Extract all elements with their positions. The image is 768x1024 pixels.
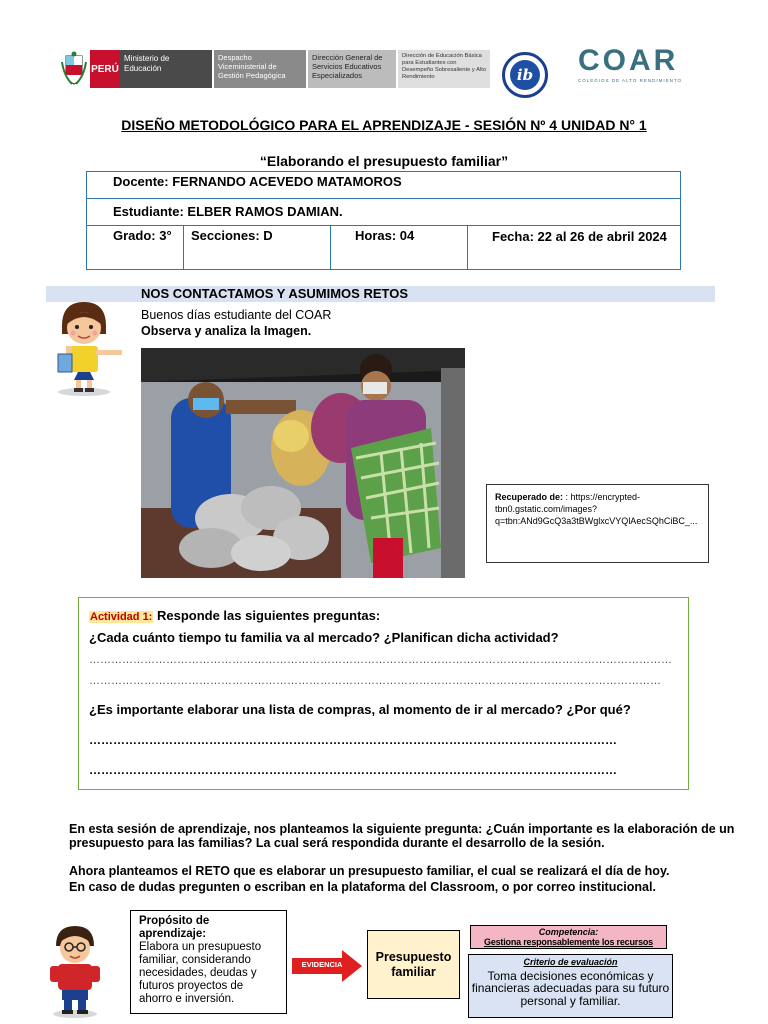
activity-tag: Actividad 1:: [90, 611, 153, 623]
criterio-text: Toma decisiones económicas y financieras adecuadas para su futuro personal y familiar.: [471, 968, 670, 1008]
table-divider: [467, 226, 468, 269]
info-row-docente: [87, 172, 680, 199]
activity-box: [78, 597, 689, 790]
session-question-paragraph: En esta sesión de aprendizaje, nos planteamos la siguiente pregunta: ¿Cuán importante es la elaboración de un presupuesto para las familias? La cual será respondida durante el desarrollo de la sesión.: [69, 822, 735, 850]
question-2: ¿Es importante elaborar una lista de compras, al momento de ir al mercado? ¿Por qué?: [89, 702, 631, 717]
ib-logo-text: ib: [510, 60, 540, 90]
purpose-label: Propósito de aprendizaje:: [139, 915, 210, 940]
credit-url: : https://encrypted-tbn0.gstatic.com/images?q=tbn:ANd9GcQ3a3tBWglxcVYQlAecSQhCiBC_...: [495, 492, 698, 526]
coar-logo-subtitle: COLEGIOS DE ALTO RENDIMIENTO: [578, 78, 683, 83]
answer-line-3[interactable]: ……………………………………………………………………………………………………………………: [89, 733, 617, 747]
coar-logo: [578, 44, 703, 83]
table-divider: [183, 226, 184, 269]
credit-label: Recuperado de:: [495, 492, 564, 502]
coar-logo-word: COAR: [578, 44, 679, 77]
activity-heading: [89, 608, 380, 623]
session-subtitle: “Elaborando el presupuesto familiar”: [259, 153, 509, 169]
girl-student-illustration: [48, 300, 130, 398]
direccion-educacion-label: Dirección de Educación Básica para Estudiantes con Desempeño Sobresaliente y Alto Rendimiento: [398, 50, 490, 88]
docente-cell: Docente: FERNANDO ACEVEDO MATAMOROS: [113, 174, 402, 189]
evidence-tag: EVIDENCIA: [301, 960, 343, 969]
info-row-estudiante: [87, 199, 680, 226]
boy-student-illustration: [44, 924, 106, 1018]
section-title: NOS CONTACTAMOS Y ASUMIMOS RETOS: [141, 286, 409, 301]
horas-cell: Horas: 04: [355, 228, 415, 243]
fecha-cell: Fecha: 22 al 26 de abril 2024: [492, 229, 667, 244]
competencia-box: [470, 925, 667, 949]
answer-line-2[interactable]: …………………………………………………………………………………………………………………………………………: [89, 675, 661, 687]
peru-shield-icon: [60, 50, 88, 88]
answer-line-4[interactable]: ……………………………………………………………………………………………………………………: [89, 763, 617, 777]
secciones-cell: Secciones: D: [191, 228, 273, 243]
ib-logo: [502, 52, 548, 98]
answer-line-1[interactable]: ……………………………………………………………………………………………………………………………………………: [89, 654, 672, 666]
activity-heading-text: Responde las siguientes preguntas:: [153, 608, 381, 623]
criterio-box: [468, 954, 673, 1018]
question-1: ¿Cada cuánto tiempo tu familia va al mercado? ¿Planifican dicha actividad?: [89, 630, 559, 645]
info-table: [86, 171, 681, 270]
ministerio-label: Ministerio de Educación: [120, 50, 212, 88]
market-photo: [141, 348, 465, 578]
greeting-text: Buenos días estudiante del COAR: [141, 308, 332, 322]
grado-cell: Grado: 3°: [113, 228, 172, 243]
estudiante-cell: Estudiante: ELBER RAMOS DAMIAN.: [113, 204, 343, 219]
competencia-label: Competencia:: [538, 927, 599, 937]
direccion-general-label: Dirección General de Servicios Educativos Especializados: [308, 50, 396, 88]
evidence-box: Presupuesto familiar: [367, 930, 460, 999]
ministry-logo-bar: [60, 50, 490, 88]
doubts-paragraph: En caso de dudas pregunten o escriban en la plataforma del Classroom, o por correo institucional.: [69, 880, 656, 894]
purpose-box: [130, 910, 287, 1014]
peru-label: PERÚ: [90, 50, 120, 88]
table-divider: [330, 226, 331, 269]
image-credit-box: [486, 484, 709, 563]
purpose-text: Elabora un presupuesto familiar, considerando necesidades, deudas y futuros proyectos de ahorro e inversión.: [139, 941, 262, 1005]
instruction-text: Observa y analiza la Imagen.: [141, 324, 312, 338]
criterio-label: Criterio de evaluación: [523, 957, 618, 967]
competencia-text: Gestiona responsablemente los recursos: [484, 937, 653, 947]
document-title: DISEÑO METODOLÓGICO PARA EL APRENDIZAJE - SESIÓN Nº 4 UNIDAD N° 1: [121, 117, 647, 133]
despacho-label: Despacho Viceministerial de Gestión Pedagógica: [214, 50, 306, 88]
reto-paragraph: Ahora planteamos el RETO que es elaborar un presupuesto familiar, el cual se realizará el día de hoy.: [69, 864, 670, 878]
